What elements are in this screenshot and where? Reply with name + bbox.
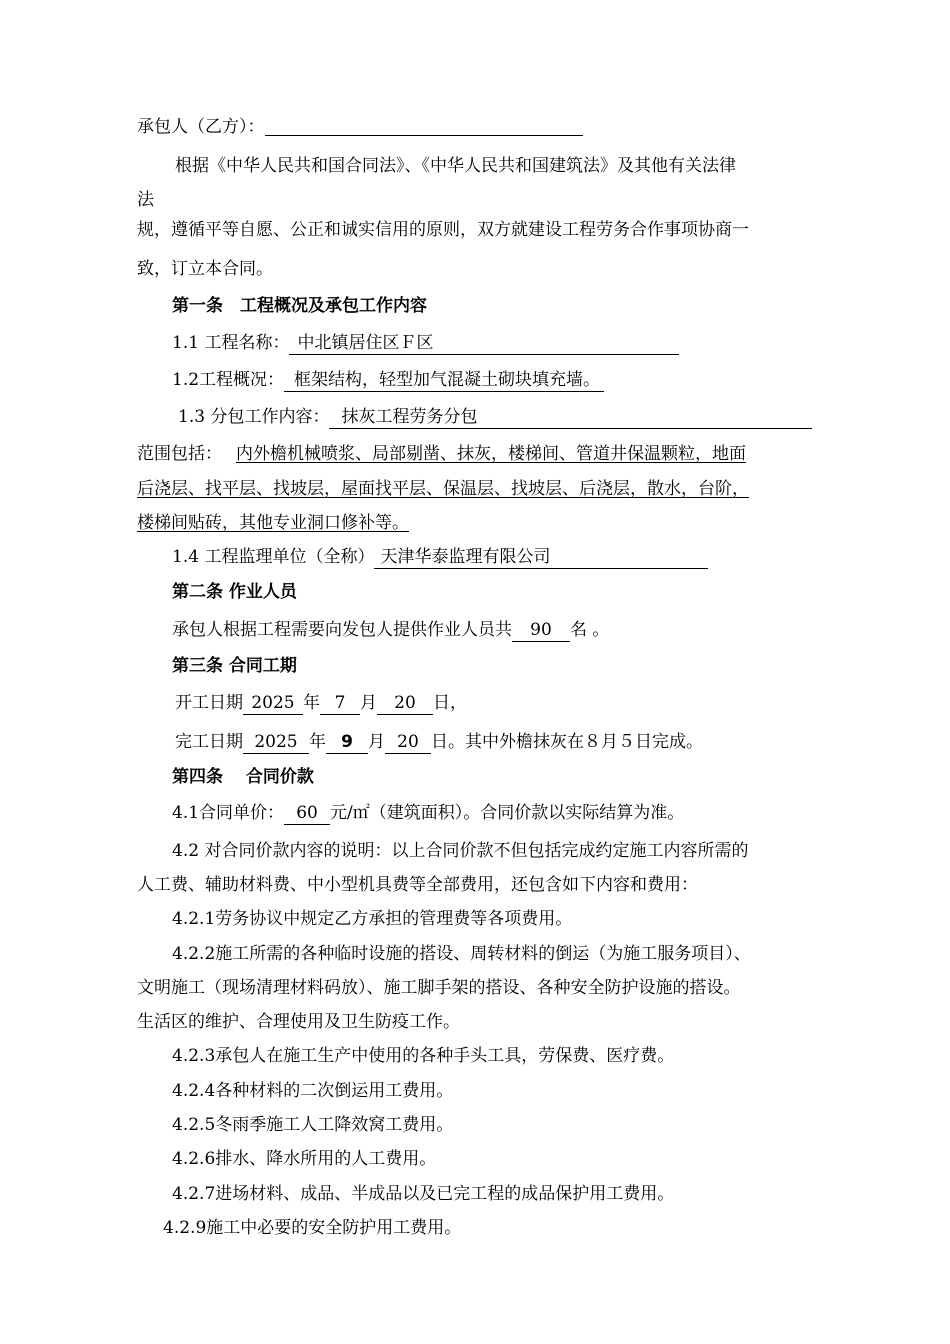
p42-line-2: 人工费、辅助材料费、中小型机具费等全部费用，还包含如下内容和费用： xyxy=(137,875,698,895)
scope-text-1: 内外檐机械喷浆、局部剔凿、抹灰，楼梯间、管道井保温颗粒，地面 xyxy=(236,444,746,464)
p422-line-1: 4.2.2施工所需的各种临时设施的搭设、周转材料的倒运（为施工服务项目）、 xyxy=(172,944,751,964)
supervisor-value: 天津华泰监理有限公司 xyxy=(374,546,708,569)
p42-line-1: 4.2 对合同价款内容的说明：以上合同价款不但包括完成约定施工内容所需的 xyxy=(172,841,749,861)
p425: 4.2.5冬雨季施工人工降效窝工费用。 xyxy=(172,1115,454,1135)
start-date-line xyxy=(175,691,467,715)
scope-text-3: 楼梯间贴砖，其他专业洞口修补等。 xyxy=(137,513,409,533)
end-day-word: 日 xyxy=(431,732,448,752)
project-overview-line xyxy=(172,368,604,392)
p422-line-3: 生活区的维护、合理使用及卫生防疫工作。 xyxy=(137,1012,460,1032)
start-day-word: 日 xyxy=(433,693,450,713)
unit-price-unit: 元/㎡（建筑面积）。合同价款以实际结算为准。 xyxy=(330,803,685,823)
end-date-label: 完工日期 xyxy=(175,732,243,752)
p424: 4.2.4各种材料的二次倒运用工费用。 xyxy=(172,1081,454,1101)
p426: 4.2.6排水、降水所用的人工费用。 xyxy=(172,1149,437,1169)
p421: 4.2.1劳务协议中规定乙方承担的管理费等各项费用。 xyxy=(172,909,573,929)
supervisor-line xyxy=(172,545,708,569)
start-month-word: 月 xyxy=(360,693,377,713)
end-tail: 。其中外檐抹灰在８月５日完成。 xyxy=(448,732,703,752)
start-year: 2025 xyxy=(243,692,303,715)
intro-line-1-wrap: 法 xyxy=(137,190,154,210)
intro-line-1: 根据《中华人民共和国合同法》、《中华人民共和国建筑法》及其他有关法律 xyxy=(175,156,736,176)
end-month: 9 xyxy=(326,731,368,754)
scope-text-2: 后浇层、找平层、找坡层，屋面找平层、保温层、找坡层、后浇层，散水，台阶， xyxy=(137,479,749,499)
scope-label: 范围包括： xyxy=(137,444,222,464)
unit-price-line xyxy=(172,801,684,825)
end-date-line xyxy=(175,730,703,754)
start-day: 20 xyxy=(377,692,433,715)
end-year: 2025 xyxy=(243,731,309,754)
project-overview-label: 1.2工程概况： xyxy=(172,370,285,390)
start-month: 7 xyxy=(320,692,360,715)
workers-line xyxy=(172,618,609,642)
article3-heading: 第三条 合同工期 xyxy=(172,656,297,676)
project-overview-value: 框架结构，轻型加气混凝土砌块填充墙。 xyxy=(284,369,604,392)
intro-line-3: 致，订立本合同。 xyxy=(137,259,273,279)
project-name-line xyxy=(172,331,679,355)
workers-text-before: 承包人根据工程需要向发包人提供作业人员共 xyxy=(172,620,512,640)
p427: 4.2.7进场材料、成品、半成品以及已完工程的成品保护用工费用。 xyxy=(172,1184,675,1204)
p429: 4.2.9施工中必要的安全防护用工费用。 xyxy=(163,1218,462,1238)
article4-heading: 第四条 合同价款 xyxy=(172,767,314,787)
workers-text-after: 名 。 xyxy=(570,620,610,640)
start-date-label: 开工日期 xyxy=(175,693,243,713)
unit-price-label: 4.1合同单价： xyxy=(172,803,285,823)
subcontract-line xyxy=(178,405,812,429)
contractor-label: 承包人（乙方）： xyxy=(137,117,265,137)
unit-price-value: 60 xyxy=(284,802,330,825)
scope-line-1 xyxy=(137,442,746,466)
supervisor-label: 1.4 工程监理单位（全称） xyxy=(172,547,375,567)
intro-line-2: 规，遵循平等自愿、公正和诚实信用的原则，双方就建设工程劳务合作事项协商一 xyxy=(137,220,749,240)
article1-heading: 第一条 工程概况及承包工作内容 xyxy=(172,296,427,316)
project-name-label: 1.1 工程名称： xyxy=(172,333,290,353)
article2-heading: 第二条 作业人员 xyxy=(172,582,297,602)
end-year-word: 年 xyxy=(309,732,326,752)
subcontract-value: 抹灰工程劳务分包 xyxy=(329,406,812,429)
end-day: 20 xyxy=(385,731,431,754)
p422-line-2: 文明施工（现场清理材料码放）、施工脚手架的搭设、各种安全防护设施的搭设。 xyxy=(137,978,741,998)
end-month-word: 月 xyxy=(368,732,385,752)
contractor-line xyxy=(137,115,583,139)
start-year-word: 年 xyxy=(303,693,320,713)
contractor-blank xyxy=(265,117,583,136)
subcontract-label: 1.3 分包工作内容： xyxy=(178,407,330,427)
project-name-value: 中北镇居住区Ｆ区 xyxy=(289,332,679,355)
start-tail: ， xyxy=(450,693,467,713)
workers-count: 90 xyxy=(512,619,570,642)
p423: 4.2.3承包人在施工生产中使用的各种手头工具，劳保费、医疗费。 xyxy=(172,1046,675,1066)
